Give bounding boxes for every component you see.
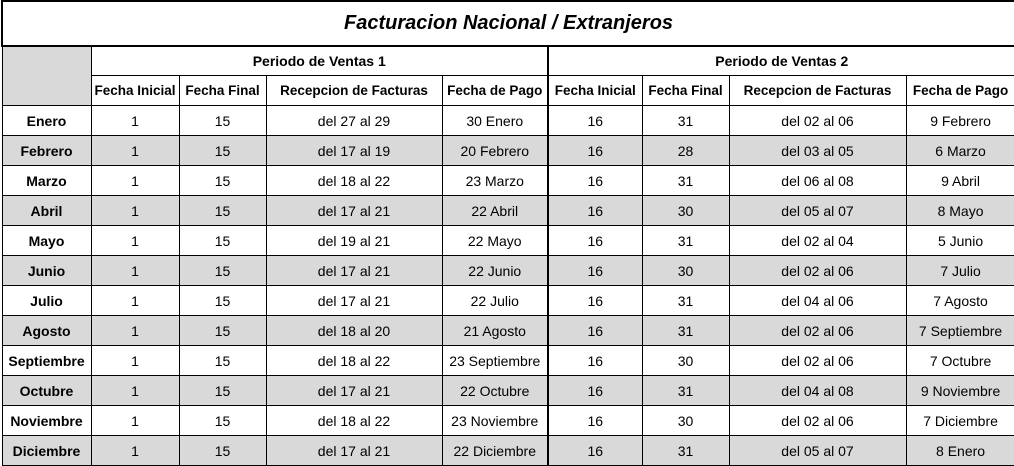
month-label: Octubre (2, 376, 91, 406)
cell-recepcion-1: del 17 al 21 (266, 256, 442, 286)
table-row (2, 406, 1014, 436)
table-row (2, 166, 1014, 196)
cell-fecha-inicial-1: 1 (91, 256, 179, 286)
period-1-header: Periodo de Ventas 1 (91, 46, 548, 76)
month-label: Mayo (2, 226, 91, 256)
cell-fecha-inicial-2: 16 (548, 376, 642, 406)
cell-fecha-pago-1: 23 Marzo (442, 166, 548, 196)
cell-fecha-final-2: 30 (642, 196, 729, 226)
cell-fecha-pago-2: 6 Marzo (906, 136, 1014, 166)
table-row (2, 106, 1014, 136)
period-2-header: Periodo de Ventas 2 (548, 46, 1014, 76)
month-label: Febrero (2, 136, 91, 166)
cell-recepcion-2: del 05 al 07 (729, 196, 906, 226)
cell-fecha-inicial-1: 1 (91, 106, 179, 136)
cell-fecha-pago-2: 8 Enero (906, 436, 1014, 466)
cell-fecha-pago-1: 20 Febrero (442, 136, 548, 166)
col-header-fecha-final-2: Fecha Final (642, 76, 729, 106)
col-header-fecha-final-1: Fecha Final (179, 76, 266, 106)
col-header-fecha-inicial-2: Fecha Inicial (548, 76, 642, 106)
cell-fecha-pago-2: 9 Noviembre (906, 376, 1014, 406)
cell-fecha-final-1: 15 (179, 136, 266, 166)
cell-fecha-pago-1: 22 Mayo (442, 226, 548, 256)
cell-recepcion-2: del 02 al 06 (729, 346, 906, 376)
cell-recepcion-2: del 02 al 06 (729, 406, 906, 436)
col-header-fecha-pago-1: Fecha de Pago (442, 76, 548, 106)
cell-recepcion-2: del 03 al 05 (729, 136, 906, 166)
table-row (2, 286, 1014, 316)
cell-recepcion-1: del 18 al 22 (266, 406, 442, 436)
month-label: Junio (2, 256, 91, 286)
table-row (2, 196, 1014, 226)
cell-recepcion-1: del 17 al 21 (266, 376, 442, 406)
cell-recepcion-1: del 19 al 21 (266, 226, 442, 256)
table-row (2, 256, 1014, 286)
col-header-recepcion-1: Recepcion de Facturas (266, 76, 442, 106)
cell-fecha-pago-1: 22 Diciembre (442, 436, 548, 466)
billing-schedule-table (1, 0, 1014, 466)
cell-recepcion-2: del 06 al 08 (729, 166, 906, 196)
cell-fecha-inicial-1: 1 (91, 286, 179, 316)
month-label: Julio (2, 286, 91, 316)
cell-fecha-pago-1: 23 Noviembre (442, 406, 548, 436)
cell-fecha-pago-2: 7 Agosto (906, 286, 1014, 316)
month-label: Agosto (2, 316, 91, 346)
cell-fecha-pago-2: 5 Junio (906, 226, 1014, 256)
cell-fecha-final-2: 31 (642, 316, 729, 346)
corner-cell (2, 46, 91, 106)
column-header-row (2, 76, 1014, 106)
table-row (2, 226, 1014, 256)
cell-fecha-final-1: 15 (179, 436, 266, 466)
cell-fecha-inicial-1: 1 (91, 436, 179, 466)
col-header-fecha-pago-2: Fecha de Pago (906, 76, 1014, 106)
cell-fecha-pago-1: 22 Junio (442, 256, 548, 286)
cell-fecha-final-1: 15 (179, 256, 266, 286)
table-title: Facturacion Nacional / Extranjeros (2, 1, 1014, 46)
col-header-fecha-inicial-1: Fecha Inicial (91, 76, 179, 106)
cell-fecha-inicial-1: 1 (91, 226, 179, 256)
cell-fecha-final-1: 15 (179, 196, 266, 226)
cell-fecha-pago-1: 22 Octubre (442, 376, 548, 406)
cell-fecha-inicial-1: 1 (91, 316, 179, 346)
month-label: Noviembre (2, 406, 91, 436)
cell-recepcion-2: del 02 al 06 (729, 316, 906, 346)
cell-fecha-pago-2: 9 Abril (906, 166, 1014, 196)
cell-fecha-pago-1: 30 Enero (442, 106, 548, 136)
cell-fecha-pago-2: 7 Octubre (906, 346, 1014, 376)
cell-fecha-pago-2: 7 Diciembre (906, 406, 1014, 436)
cell-fecha-inicial-2: 16 (548, 226, 642, 256)
cell-fecha-final-2: 28 (642, 136, 729, 166)
cell-recepcion-2: del 04 al 08 (729, 376, 906, 406)
cell-recepcion-2: del 04 al 06 (729, 286, 906, 316)
cell-fecha-final-2: 31 (642, 226, 729, 256)
month-label: Abril (2, 196, 91, 226)
cell-fecha-pago-1: 23 Septiembre (442, 346, 548, 376)
cell-fecha-final-1: 15 (179, 106, 266, 136)
cell-fecha-pago-2: 9 Febrero (906, 106, 1014, 136)
cell-fecha-inicial-2: 16 (548, 286, 642, 316)
month-label: Marzo (2, 166, 91, 196)
cell-fecha-inicial-1: 1 (91, 136, 179, 166)
table-row (2, 436, 1014, 466)
cell-fecha-pago-2: 7 Septiembre (906, 316, 1014, 346)
month-label: Septiembre (2, 346, 91, 376)
cell-recepcion-1: del 27 al 29 (266, 106, 442, 136)
cell-recepcion-1: del 18 al 20 (266, 316, 442, 346)
cell-fecha-final-1: 15 (179, 286, 266, 316)
cell-fecha-pago-2: 7 Julio (906, 256, 1014, 286)
cell-fecha-pago-1: 21 Agosto (442, 316, 548, 346)
cell-fecha-inicial-2: 16 (548, 346, 642, 376)
cell-fecha-inicial-1: 1 (91, 346, 179, 376)
table-row (2, 376, 1014, 406)
cell-fecha-pago-1: 22 Julio (442, 286, 548, 316)
cell-recepcion-2: del 02 al 06 (729, 256, 906, 286)
cell-fecha-final-1: 15 (179, 316, 266, 346)
cell-recepcion-1: del 18 al 22 (266, 166, 442, 196)
cell-fecha-inicial-2: 16 (548, 406, 642, 436)
table-row (2, 316, 1014, 346)
cell-recepcion-1: del 17 al 21 (266, 286, 442, 316)
cell-recepcion-1: del 17 al 21 (266, 196, 442, 226)
cell-fecha-inicial-2: 16 (548, 136, 642, 166)
cell-fecha-inicial-2: 16 (548, 166, 642, 196)
cell-fecha-inicial-2: 16 (548, 316, 642, 346)
cell-fecha-final-2: 31 (642, 166, 729, 196)
cell-recepcion-2: del 02 al 04 (729, 226, 906, 256)
cell-fecha-pago-2: 8 Mayo (906, 196, 1014, 226)
table-row (2, 136, 1014, 166)
cell-fecha-inicial-1: 1 (91, 196, 179, 226)
table-row (2, 346, 1014, 376)
cell-fecha-final-1: 15 (179, 406, 266, 436)
cell-fecha-pago-1: 22 Abril (442, 196, 548, 226)
cell-fecha-final-2: 31 (642, 106, 729, 136)
cell-fecha-final-2: 31 (642, 436, 729, 466)
cell-fecha-final-2: 31 (642, 376, 729, 406)
cell-recepcion-2: del 02 al 06 (729, 106, 906, 136)
month-label: Diciembre (2, 436, 91, 466)
cell-fecha-inicial-1: 1 (91, 376, 179, 406)
cell-fecha-inicial-2: 16 (548, 436, 642, 466)
cell-fecha-inicial-1: 1 (91, 406, 179, 436)
cell-fecha-final-1: 15 (179, 166, 266, 196)
cell-fecha-inicial-1: 1 (91, 166, 179, 196)
cell-fecha-final-2: 30 (642, 346, 729, 376)
cell-fecha-final-2: 30 (642, 406, 729, 436)
cell-fecha-inicial-2: 16 (548, 256, 642, 286)
cell-fecha-final-1: 15 (179, 346, 266, 376)
cell-recepcion-2: del 05 al 07 (729, 436, 906, 466)
month-label: Enero (2, 106, 91, 136)
cell-fecha-inicial-2: 16 (548, 196, 642, 226)
cell-recepcion-1: del 17 al 19 (266, 136, 442, 166)
cell-fecha-final-2: 31 (642, 286, 729, 316)
period-header-row (2, 46, 1014, 76)
cell-fecha-inicial-2: 16 (548, 106, 642, 136)
cell-recepcion-1: del 18 al 22 (266, 346, 442, 376)
col-header-recepcion-2: Recepcion de Facturas (729, 76, 906, 106)
title-row (2, 1, 1014, 46)
cell-fecha-final-1: 15 (179, 226, 266, 256)
cell-fecha-final-2: 30 (642, 256, 729, 286)
cell-recepcion-1: del 17 al 21 (266, 436, 442, 466)
cell-fecha-final-1: 15 (179, 376, 266, 406)
